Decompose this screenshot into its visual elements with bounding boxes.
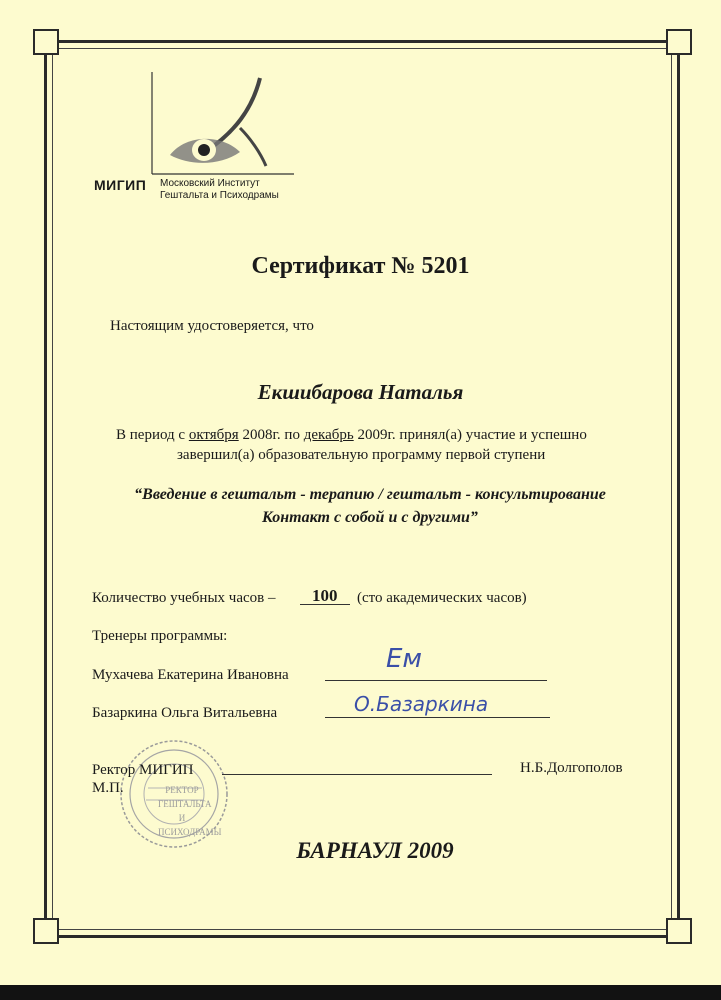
intro-text: Настоящим удостоверяется, что [110,318,314,334]
trainer-2-signature: О.Базаркина [354,692,489,716]
period-line-1 [116,427,587,444]
hours-value: 100 [312,586,338,605]
border-corner-top-left [33,29,59,55]
border-corner-top-right [666,29,692,55]
program-title-line-1: “Введение в гештальт - терапию / гештальт - консультирование [134,486,606,503]
scan-bottom-edge [0,985,721,1000]
rector-name: Н.Б.Долгополов [520,760,623,776]
hours-note: (сто академических часов) [357,590,527,606]
stamp-place-label: М.П. [92,780,124,796]
period-line-2: завершил(а) образовательную программу первой ступени [177,447,546,463]
trainer-1-name: Мухачева Екатерина Ивановна [92,667,289,683]
period-from-year: 2008г. по [242,427,300,443]
trainer-1-signature: Ем [386,644,423,674]
logo-name-line-1: Московский Институт [160,178,260,189]
trainer-2-signature-line [325,717,550,718]
recipient-name: Екшибарова Наталья [257,380,464,404]
period-from-month: октября [188,427,239,443]
trainer-1-signature-line [325,680,547,681]
program-title-line-2: Контакт с собой и с другими” [262,509,478,526]
rector-label: Ректор МИГИП [92,762,194,778]
period-prefix: В период с [116,427,186,443]
trainers-label: Тренеры программы: [92,628,228,644]
period-to-year: 2009г. принял(а) участие и успешно [357,427,587,443]
period-to-month: декабрь [303,427,354,443]
logo-abbreviation: МИГИП [94,177,147,193]
hours-label: Количество учебных часов – [92,590,276,606]
certificate-title: Сертификат № 5201 [251,253,470,279]
border-corner-bottom-right [666,918,692,944]
rector-signature-line [222,774,492,775]
border-corner-bottom-left [33,918,59,944]
trainer-2-name: Базаркина Ольга Витальевна [92,705,278,721]
city-year-footer: БАРНАУЛ 2009 [296,838,454,863]
logo-institute-name [160,178,279,202]
seal-stamp-text: РЕКТОР ГЕШТАЛЬТА И ПСИХОДРАМЫ [158,785,222,837]
hours-underline [300,604,350,605]
logo-name-line-2: Гештальта и Психодрамы [160,190,279,201]
